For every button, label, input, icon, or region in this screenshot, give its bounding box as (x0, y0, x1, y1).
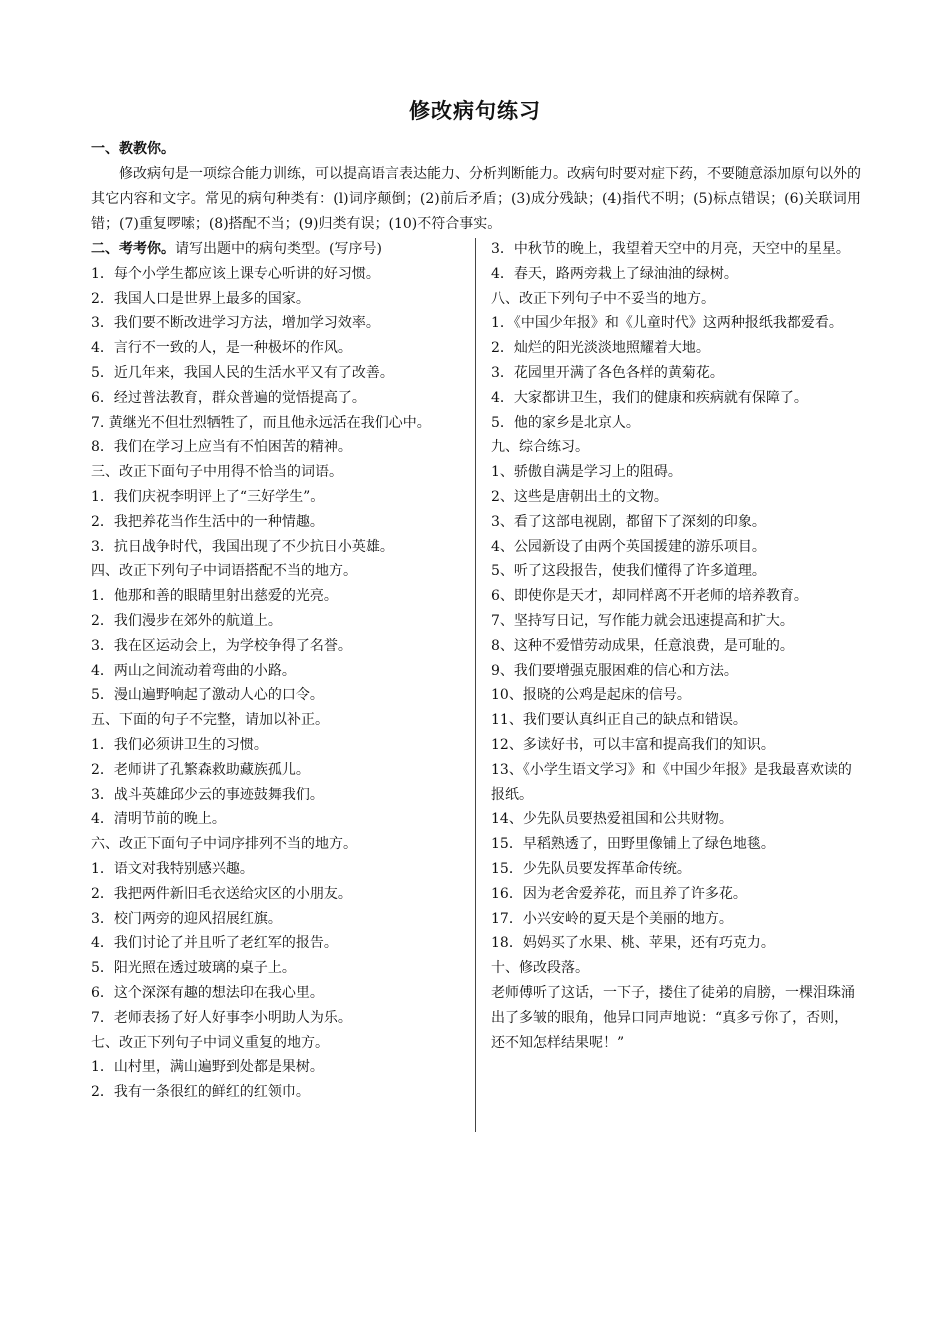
exercise-line: 4．大家都讲卫生，我们的健康和疾病就有保障了。 (491, 389, 808, 406)
exercise-line: 5．近几年来，我国人民的生活水平又有了改善。 (91, 364, 394, 381)
exercise-line: 17．小兴安岭的夏天是个美丽的地方。 (491, 910, 733, 927)
exercise-line: 13、《小学生语文学习》和《中国少年报》是我最喜欢读的报纸。 (491, 761, 852, 803)
exercise-line: 16．因为老舍爱养花，而且养了许多花。 (491, 885, 747, 902)
exercise-line: 九、综合练习。 (491, 439, 589, 456)
left-lines (91, 262, 464, 1105)
page-title: 修改病句练习 (409, 99, 541, 123)
exercise-line: 3．我在区运动会上，为学校争得了名誉。 (91, 637, 352, 654)
exercise-line: 八、改正下列句子中不妥当的地方。 (491, 290, 715, 307)
intro-body: 修改病句是一项综合能力训练，可以提高语言表达能力、分析判断能力。改病句时要对症下药，不要随意添加原句以外的其它内容和文字。常见的病句种类有：(l)词序颠倒；(2)前后矛盾；(3)成分残缺；(4)指代不明；(5)标点错误；(6)关联词用错；(7)重复啰嗦；(8)搭配不当；(9)归类有误；(10)不符合事实。 (91, 166, 861, 232)
exercise-line: 4、公园新设了由两个英国援建的游乐项目。 (491, 538, 766, 555)
exercise-line: 四、改正下列句子中词语搭配不当的地方。 (91, 563, 357, 580)
intro-heading: 一、教教你。 (91, 141, 175, 157)
exercise-line: 7、坚持写日记，写作能力就会迅速提高和扩大。 (491, 612, 794, 629)
exercise-line: 2．我们漫步在郊外的航道上。 (91, 612, 282, 629)
exercise-line: 3、看了这部电视剧，都留下了深刻的印象。 (491, 513, 766, 530)
exercise-line: 14、少先队员要热爱祖国和公共财物。 (491, 811, 733, 828)
right-lines (491, 237, 861, 1055)
intro-section (91, 136, 861, 237)
exercise-line: 3．校门两旁的迎风招展红旗。 (91, 910, 282, 927)
exercise-line: 2．我有一条很红的鲜红的红领巾。 (91, 1084, 310, 1101)
exercise-line: 七、改正下列句子中词义重复的地方。 (91, 1034, 329, 1051)
exercise-line: 3．中秋节的晚上，我望着天空中的月亮，天空中的星星。 (491, 241, 850, 257)
exercise-line: 4．清明节前的晚上。 (91, 811, 226, 828)
exercise-line: 2．我把养花当作生活中的一种情趣。 (91, 513, 324, 530)
exercise-line: 7．老师表扬了好人好事李小明助人为乐。 (91, 1009, 352, 1026)
exercise-line: 4．两山之间流动着弯曲的小路。 (91, 662, 296, 679)
exercise-line: 6．这个深深有趣的想法印在我心里。 (91, 984, 324, 1001)
exercise-line: 9、我们要增强克服困难的信心和方法。 (491, 662, 738, 679)
exercise-line: 3．战斗英雄邱少云的事迹鼓舞我们。 (91, 786, 324, 803)
exercise-line: 4．我们讨论了并且听了老红军的报告。 (91, 935, 338, 952)
exercise-line: 5．漫山遍野响起了激动人心的口令。 (91, 687, 324, 704)
exercise-line: 8．我们在学习上应当有不怕困苦的精神。 (91, 439, 352, 456)
exercise-line: 4．言行不一致的人，是一种极坏的作风。 (91, 340, 352, 357)
exercise-line: 六、改正下面句子中词序排列不当的地方。 (91, 836, 357, 853)
exercise-line: 5、听了这段报告，使我们懂得了许多道理。 (491, 563, 766, 580)
exercise-line: 6．经过普法教育，群众普遍的觉悟提高了。 (91, 389, 366, 406)
exercise-line: 2、这些是唐朝出土的文物。 (491, 488, 668, 505)
exercise-line: 3．我们要不断改进学习方法，增加学习效率。 (91, 315, 380, 332)
exercise-line: 1．山村里，满山遍野到处都是果树。 (91, 1059, 324, 1076)
exercise-line: 3．抗日战争时代，我国出现了不少抗日小英雄。 (91, 538, 394, 555)
exercise-line: 1、骄傲自满是学习上的阻碍。 (491, 464, 682, 481)
exercise-line: 2．我国人口是世界上最多的国家。 (91, 290, 310, 307)
exercise-line: 十、修改段落。 (491, 960, 589, 977)
exercise-line: 2．灿烂的阳光淡淡地照耀着大地。 (491, 340, 710, 357)
column-divider (475, 238, 476, 1132)
exercise-line: 1．我们庆祝李明评上了“三好学生”。 (91, 488, 325, 505)
exercise-line: 12、多读好书，可以丰富和提高我们的知识。 (491, 736, 775, 753)
exercise-line: 8、这种不爱惜劳动成果，任意浪费，是可耻的。 (491, 637, 794, 654)
exercise-line: 1．我们必须讲卫生的习惯。 (91, 736, 268, 753)
section-heading-rest: 请写出题中的病句类型。(写序号) (175, 241, 382, 257)
exercise-line: 3．花园里开满了各色各样的黄菊花。 (491, 364, 724, 381)
exercise-line: 1．《中国少年报》和《儿童时代》这两种报纸我都爱看。 (491, 315, 843, 332)
exercise-line: 1．语文对我特别感兴趣。 (91, 860, 254, 877)
section-heading (91, 237, 464, 262)
exercise-line: 1．他那和善的眼睛里射出慈爱的光亮。 (91, 588, 338, 605)
exercise-line: 7. 黄继光不但壮烈牺牲了，而且他永远活在我们心中。 (91, 414, 431, 431)
exercise-line: 6、即使你是天才，却同样离不开老师的培养教育。 (491, 588, 808, 605)
exercise-line: 11、我们要认真纠正自己的缺点和错误。 (491, 712, 747, 729)
exercise-line: 5．阳光照在透过玻璃的桌子上。 (91, 960, 296, 977)
section-heading-bold: 二、考考你。 (91, 241, 175, 257)
exercise-line: 2．老师讲了孔繁森救助藏族孤儿。 (91, 761, 310, 778)
exercise-line: 18．妈妈买了水果、桃、苹果，还有巧克力。 (491, 935, 775, 952)
exercise-line: 5．他的家乡是北京人。 (491, 414, 640, 431)
exercise-line: 15．少先队员要发挥革命传统。 (491, 860, 691, 877)
exercise-line: 三、改正下面句子中用得不恰当的词语。 (91, 464, 343, 481)
exercise-line: 五、下面的句子不完整，请加以补正。 (91, 712, 329, 729)
exercise-line: 老师傅听了这话，一下子，搂住了徒弟的肩膀，一棵泪珠涌出了多皱的眼角，他异口同声地说：“真多亏你了，否则，还不知怎样结果呢！” (491, 984, 855, 1051)
exercise-line: 1．每个小学生都应该上课专心听讲的好习惯。 (91, 265, 380, 282)
exercise-line: 2．我把两件新旧毛衣送给灾区的小朋友。 (91, 885, 352, 902)
exercise-line: 4．春天，路两旁栽上了绿油油的绿树。 (491, 265, 738, 282)
exercise-line: 15．早稻熟透了，田野里像铺上了绿色地毯。 (491, 836, 775, 853)
right-column (491, 237, 861, 1055)
exercise-line: 10、报晓的公鸡是起床的信号。 (491, 687, 691, 704)
left-column (91, 237, 464, 1105)
